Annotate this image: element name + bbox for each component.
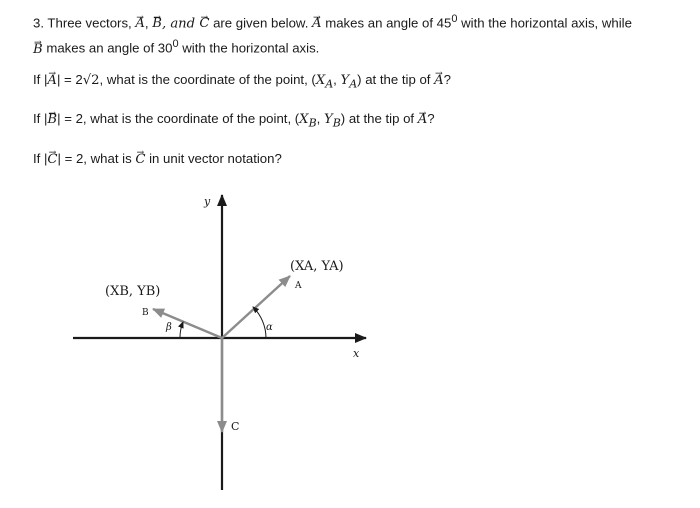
angle-alpha-label: α — [266, 322, 273, 333]
intro-text: with the horizontal axis, while — [457, 15, 632, 31]
vector-c-label: C — [231, 420, 240, 433]
vector-b-symbol: → B — [47, 110, 57, 130]
vector-a-symbol: → A — [312, 14, 322, 34]
question-line-1: If |→ A| = 2√2, what is the coordinate of the point, ($X_A$, $Y_A$) at the tip of → A? — [33, 70, 683, 95]
vector-c-symbol: → C — [135, 150, 145, 170]
angle-alpha-arc — [253, 307, 266, 338]
angle-beta-label: β — [166, 322, 172, 333]
degree-mark: 0 — [451, 13, 458, 25]
question-line-2: If |→ B| = 2, what is the coordinate of the point, ($X_B$, $Y_B$) at the tip of → A? — [33, 109, 683, 134]
angle-beta-arc — [180, 322, 183, 338]
subscript-b: B — [332, 117, 341, 131]
vector-a-symbol: → A — [418, 110, 428, 130]
subscript-a: A — [349, 77, 358, 91]
y-axis-label: y — [204, 195, 211, 208]
subscript-a: A — [325, 77, 334, 91]
intro-text: 3. Three vectors, — [33, 15, 136, 31]
coord-y: Y — [340, 72, 350, 88]
vector-b-symbol: → B — [152, 14, 162, 34]
line-text: | = 2, what is the coordinate of the point, ( — [57, 111, 300, 127]
question-mark: ? — [427, 111, 435, 127]
line-text: If | — [33, 151, 48, 167]
separator: , — [144, 15, 153, 31]
intro-text: are given below. — [209, 15, 313, 31]
line-text: | = 2 — [56, 71, 83, 87]
vector-a-label: A — [295, 281, 302, 291]
point-a-coord-label: (XA, YA) — [290, 259, 344, 274]
question-mark: ? — [443, 71, 451, 87]
vector-a-symbol: → A — [135, 14, 145, 34]
sqrt-two: √2 — [82, 72, 100, 88]
line-text: in unit vector notation? — [145, 151, 282, 167]
vector-b-symbol: → B — [33, 40, 43, 60]
intro-text: with the horizontal axis. — [178, 40, 320, 56]
vector-a-symbol: → A — [47, 71, 57, 91]
vector-c-symbol: → C — [199, 14, 209, 34]
vector-a-symbol: → A — [434, 71, 444, 91]
vector-b-arrow — [153, 309, 222, 338]
line-text: If | — [33, 111, 48, 127]
line-text: If | — [33, 71, 48, 87]
coord-x: X — [299, 112, 309, 128]
line-text: ) at the tip of — [340, 111, 418, 127]
line-text: ) at the tip of — [357, 71, 435, 87]
vector-a-arrow — [222, 276, 290, 338]
x-axis-label: x — [353, 347, 360, 360]
coord-x: X — [315, 72, 326, 88]
line-text: , what is the coordinate of the point, ( — [99, 71, 316, 87]
point-b-coord-label: (XB, YB) — [105, 284, 161, 299]
vector-b-label: B — [142, 308, 149, 318]
separator-and: , and — [161, 16, 200, 32]
intro-text: makes an angle of 30 — [42, 40, 173, 56]
coord-y: Y — [323, 112, 333, 128]
line-text: | = 2, what is — [57, 151, 136, 167]
subscript-b: B — [308, 117, 317, 131]
vector-c-symbol: → C — [47, 150, 57, 170]
degree-mark: 0 — [172, 38, 179, 51]
intro-text: makes an angle of 45 — [321, 15, 452, 31]
